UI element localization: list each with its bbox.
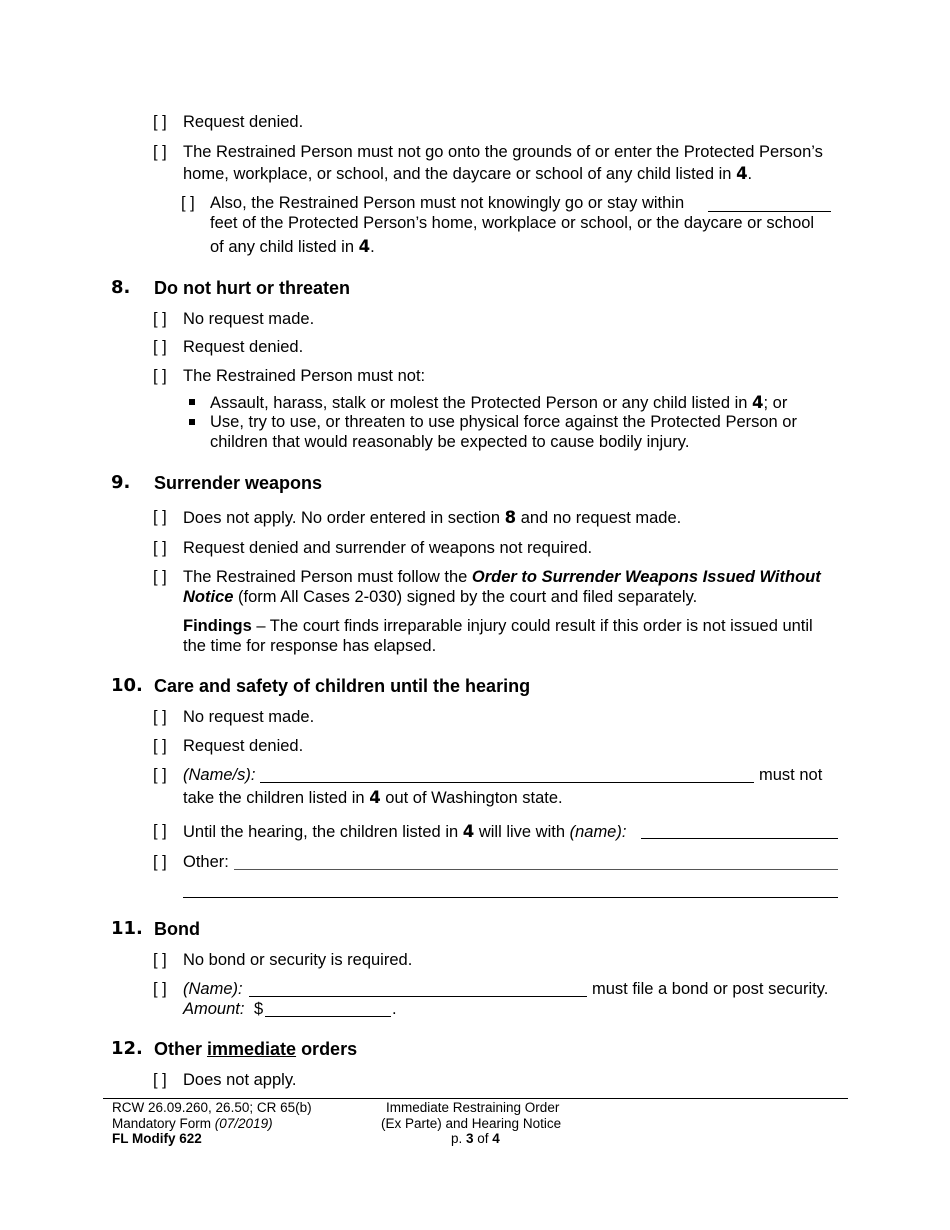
- bullet-icon: [189, 399, 195, 405]
- checkbox-s11-no-bond[interactable]: [ ]: [153, 951, 167, 969]
- bond-name-blank-line[interactable]: [249, 996, 587, 997]
- section-12-number: 12.: [111, 1038, 143, 1059]
- s11-must-file-text: must file a bond or post security.: [592, 980, 829, 998]
- section-8-title: Do not hurt or threaten: [154, 278, 350, 298]
- s8-bullet1: Assault, harass, stalk or molest the Protected Person or any child listed in 4; or: [210, 393, 788, 412]
- section-11-title: Bond: [154, 919, 200, 939]
- request-denied-text: Request denied.: [183, 113, 304, 131]
- section-9-number: 9.: [111, 472, 131, 493]
- checkbox-s11-name[interactable]: [ ]: [153, 980, 167, 998]
- section-11-number: 11.: [111, 918, 143, 939]
- s8-bullet2-line1: Use, try to use, or threaten to use physical force against the Protected Person or: [210, 413, 797, 431]
- s9-follow-line2: Notice (form All Cases 2-030) signed by the court and filed separately.: [183, 588, 698, 606]
- section-9-title: Surrender weapons: [154, 473, 323, 493]
- s9-findings-line2: the time for response has elapsed.: [183, 637, 437, 655]
- amount-blank-line[interactable]: [265, 1016, 391, 1017]
- checkbox-s12-not-apply[interactable]: [ ]: [153, 1071, 167, 1089]
- footer-form-id: FL Modify 622: [112, 1131, 202, 1146]
- footer-statute: RCW 26.09.260, 26.50; CR 65(b): [112, 1100, 312, 1115]
- s11-name-label: (Name):: [183, 980, 243, 998]
- s9-not-apply-text: Does not apply. No order entered in section 8 and no request made.: [183, 508, 682, 527]
- s10-other-label: Other:: [183, 853, 229, 871]
- also-line1: Also, the Restrained Person must not knowingly go or stay within: [210, 194, 685, 212]
- section-12-title: Other immediate orders: [154, 1039, 358, 1059]
- s8-denied-text: Request denied.: [183, 338, 304, 356]
- checkbox-s9-follow[interactable]: [ ]: [153, 568, 167, 586]
- checkbox-request-denied[interactable]: [ ]: [153, 113, 167, 131]
- checkbox-s10-until[interactable]: [ ]: [153, 822, 167, 840]
- footer-mandatory-form: Mandatory Form (07/2019): [112, 1116, 273, 1131]
- section-10-title: Care and safety of children until the hearing: [154, 676, 531, 696]
- checkbox-s9-denied[interactable]: [ ]: [153, 539, 167, 557]
- s10-must-not-text: must not: [759, 766, 823, 784]
- footer-divider: [103, 1098, 848, 1099]
- feet-blank-line[interactable]: [708, 211, 831, 212]
- grounds-line2: home, workplace, or school, and the daycare or school of any child listed in 4.: [183, 164, 753, 183]
- checkbox-s10-names[interactable]: [ ]: [153, 766, 167, 784]
- checkbox-s8-must-not[interactable]: [ ]: [153, 367, 167, 385]
- bullet-icon: [189, 419, 195, 425]
- s9-follow-line1: The Restrained Person must follow the Order to Surrender Weapons Issued Without: [183, 568, 821, 586]
- checkbox-also[interactable]: [ ]: [181, 194, 195, 212]
- s11-dollar-sign: $: [254, 1000, 264, 1018]
- also-line3: of any child listed in 4.: [210, 237, 375, 256]
- checkbox-s10-other[interactable]: [ ]: [153, 853, 167, 871]
- other-blank-line[interactable]: [234, 869, 838, 870]
- s8-must-not-text: The Restrained Person must not:: [183, 367, 426, 385]
- grounds-line1: The Restrained Person must not go onto the grounds of or enter the Protected Person’s: [183, 143, 823, 161]
- s10-denied-text: Request denied.: [183, 737, 304, 755]
- s10-until-text: Until the hearing, the children listed in 4 will live with (name):: [183, 822, 627, 841]
- s8-no-request-text: No request made.: [183, 310, 315, 328]
- s9-denied-text: Request denied and surrender of weapons not required.: [183, 539, 593, 557]
- s11-no-bond-text: No bond or security is required.: [183, 951, 413, 969]
- s9-findings-line1: Findings – The court finds irreparable injury could result if this order is not issued until: [183, 617, 813, 635]
- s11-amount-label: Amount:: [183, 1000, 245, 1018]
- footer-page-number: p. 3 of 4: [451, 1131, 500, 1146]
- checkbox-grounds[interactable]: [ ]: [153, 143, 167, 161]
- other-blank-line-2[interactable]: [183, 897, 838, 898]
- footer-title-line2: (Ex Parte) and Hearing Notice: [381, 1116, 562, 1131]
- s11-amount-period: .: [392, 1000, 397, 1018]
- live-with-blank-line[interactable]: [641, 838, 838, 839]
- section-8-number: 8.: [111, 277, 131, 298]
- checkbox-s9-not-apply[interactable]: [ ]: [153, 508, 167, 526]
- s10-names-label: (Name/s):: [183, 766, 256, 784]
- s12-not-apply-text: Does not apply.: [183, 1071, 297, 1089]
- checkbox-s10-denied[interactable]: [ ]: [153, 737, 167, 755]
- also-line2: feet of the Protected Person’s home, workplace or school, or the daycare or school: [210, 214, 815, 232]
- checkbox-s10-no-request[interactable]: [ ]: [153, 708, 167, 726]
- s8-bullet2-line2: children that would reasonably be expected to cause bodily injury.: [210, 433, 690, 451]
- names-blank-line[interactable]: [260, 782, 754, 783]
- checkbox-s8-no-request[interactable]: [ ]: [153, 310, 167, 328]
- s10-no-request-text: No request made.: [183, 708, 315, 726]
- checkbox-s8-denied[interactable]: [ ]: [153, 338, 167, 356]
- s10-take-text: take the children listed in 4 out of Washington state.: [183, 788, 563, 807]
- section-10-number: 10.: [111, 675, 143, 696]
- footer-title-line1: Immediate Restraining Order: [386, 1100, 560, 1115]
